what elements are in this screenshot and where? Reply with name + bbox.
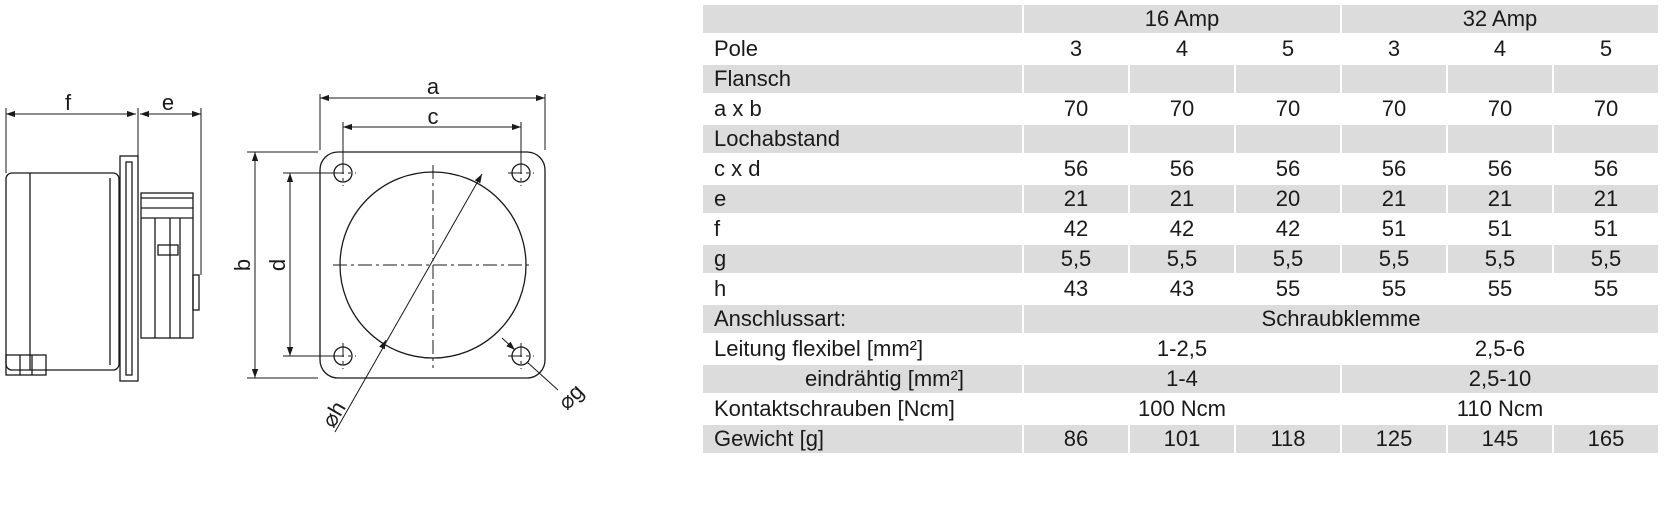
row-eindraehtig: [703, 365, 1658, 393]
header-empty-cell: [703, 5, 1022, 33]
row-label: g: [703, 245, 1022, 273]
row-e: [703, 185, 1658, 213]
row-label: Anschlussart:: [703, 305, 1022, 333]
dim-label-a: a: [426, 74, 440, 99]
cell: 1-4: [1024, 365, 1340, 393]
row-a-x-b: [703, 95, 1658, 123]
row-lochabstand: [703, 125, 1658, 153]
cell: [1130, 125, 1234, 153]
cell: 51: [1342, 215, 1446, 243]
row-anschlussart: [703, 305, 1658, 333]
row-leitung-flexibel: [703, 335, 1658, 363]
row-f: [703, 215, 1658, 243]
cell: 5,5: [1342, 245, 1446, 273]
cell: 56: [1448, 155, 1552, 183]
row-label: h: [703, 275, 1022, 303]
header-16-amp: 16 Amp: [1024, 5, 1340, 33]
dim-label-b: b: [230, 258, 255, 272]
row-label: c x d: [703, 155, 1022, 183]
row-label: Lochabstand: [703, 125, 1022, 153]
cell: 21: [1024, 185, 1128, 213]
row-kontaktschrauben: [703, 395, 1658, 423]
cell: 51: [1554, 215, 1658, 243]
row-label: Kontaktschrauben [Ncm]: [703, 395, 1022, 423]
dim-label-g: ⌀g: [552, 378, 589, 415]
cell: 56: [1236, 155, 1340, 183]
cell: 42: [1024, 215, 1128, 243]
cell: 3: [1024, 35, 1128, 63]
cell: 20: [1236, 185, 1340, 213]
row-label: Pole: [703, 35, 1022, 63]
cell: 55: [1342, 275, 1446, 303]
cell: 56: [1024, 155, 1128, 183]
row-gewicht: [703, 425, 1658, 453]
cell: 5: [1554, 35, 1658, 63]
front-view: [247, 94, 558, 432]
cell: 42: [1236, 215, 1340, 243]
cell: 70: [1448, 95, 1552, 123]
row-h: [703, 275, 1658, 303]
cell: 5,5: [1024, 245, 1128, 273]
cell: 55: [1554, 275, 1658, 303]
cell: 70: [1342, 95, 1446, 123]
cell: [1554, 65, 1658, 93]
row-g: [703, 245, 1658, 273]
cell: 2,5-6: [1342, 335, 1658, 363]
spec-table: [701, 3, 1660, 455]
header-row: [703, 5, 1658, 33]
header-32-amp: 32 Amp: [1342, 5, 1658, 33]
cell: 42: [1130, 215, 1234, 243]
cell: [1130, 65, 1234, 93]
cell: [1342, 65, 1446, 93]
cell: 70: [1554, 95, 1658, 123]
cell: 5,5: [1448, 245, 1552, 273]
cell: [1236, 125, 1340, 153]
cell: 165: [1554, 425, 1658, 453]
cell: 3: [1342, 35, 1446, 63]
row-c-x-d: [703, 155, 1658, 183]
cell: 56: [1554, 155, 1658, 183]
cell: 51: [1448, 215, 1552, 243]
cell: 145: [1448, 425, 1552, 453]
dim-label-e: e: [161, 90, 175, 115]
cell: 70: [1130, 95, 1234, 123]
cell: 2,5-10: [1342, 365, 1658, 393]
cell: 5,5: [1554, 245, 1658, 273]
cell: 5,5: [1130, 245, 1234, 273]
cell: 70: [1236, 95, 1340, 123]
dim-label-h: ⌀h: [316, 396, 351, 432]
cell: [1554, 125, 1658, 153]
row-label: eindrähtig [mm²]: [703, 365, 1022, 393]
cell: Schraubklemme: [1024, 305, 1658, 333]
cell: 55: [1448, 275, 1552, 303]
cell: 101: [1130, 425, 1234, 453]
cell: 125: [1342, 425, 1446, 453]
cell: 118: [1236, 425, 1340, 453]
cell: 110 Ncm: [1342, 395, 1658, 423]
cell: 21: [1130, 185, 1234, 213]
side-view: [6, 108, 201, 381]
cell: [1024, 65, 1128, 93]
cell: [1024, 125, 1128, 153]
cell: 5: [1236, 35, 1340, 63]
row-label: Gewicht [g]: [703, 425, 1022, 453]
cell: 5,5: [1236, 245, 1340, 273]
cell: 70: [1024, 95, 1128, 123]
dim-label-d: d: [265, 258, 290, 272]
cell: 1-2,5: [1024, 335, 1340, 363]
cell: [1342, 125, 1446, 153]
cell: 55: [1236, 275, 1340, 303]
dim-label-c: c: [427, 104, 439, 129]
row-label: Flansch: [703, 65, 1022, 93]
row-label: a x b: [703, 95, 1022, 123]
row-pole: [703, 35, 1658, 63]
cell: 4: [1130, 35, 1234, 63]
cell: 21: [1554, 185, 1658, 213]
row-label: f: [703, 215, 1022, 243]
cell: [1236, 65, 1340, 93]
row-label: e: [703, 185, 1022, 213]
cell: 56: [1130, 155, 1234, 183]
cell: 21: [1448, 185, 1552, 213]
cell: [1448, 125, 1552, 153]
cell: 43: [1130, 275, 1234, 303]
cell: 21: [1342, 185, 1446, 213]
cell: 56: [1342, 155, 1446, 183]
cell: 4: [1448, 35, 1552, 63]
row-flansch: [703, 65, 1658, 93]
dim-label-f: f: [64, 90, 72, 115]
cell: [1448, 65, 1552, 93]
row-label: Leitung flexibel [mm²]: [703, 335, 1022, 363]
cell: 86: [1024, 425, 1128, 453]
cell: 100 Ncm: [1024, 395, 1340, 423]
cell: 43: [1024, 275, 1128, 303]
technical-drawing: [0, 0, 660, 518]
